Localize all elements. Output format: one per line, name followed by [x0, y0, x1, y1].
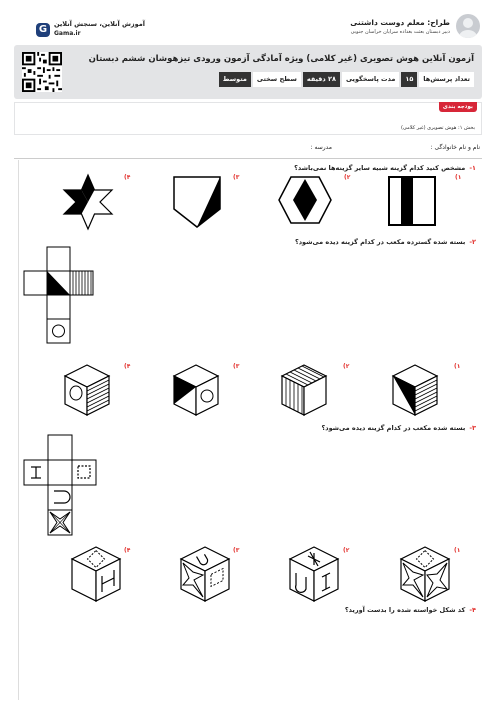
brand-slogan: آموزش آنلاین، سنجش آنلاین — [54, 20, 146, 28]
question-3-number: ۳- — [469, 424, 476, 432]
qr-code-icon[interactable] — [22, 52, 62, 92]
q3-option-1-cube[interactable] — [397, 545, 453, 605]
avatar — [456, 14, 480, 38]
budget-section — [14, 102, 482, 135]
q1-option-4-figure[interactable] — [60, 173, 116, 231]
header — [14, 10, 482, 44]
q1-option-3-figure[interactable] — [172, 175, 224, 229]
section-text: بخش ۱: هوش تصویری (غیر کلامی) — [400, 125, 475, 131]
q2-option-3-label[interactable]: ۳) — [233, 363, 240, 370]
divider — [14, 158, 482, 159]
q3-option-4-cube[interactable] — [68, 545, 124, 605]
q1-option-3-label[interactable]: ۳) — [233, 174, 240, 181]
exam-page — [14, 10, 482, 702]
question-1-text: مشخص کنید کدام گزینه شبیه سایر گزینه‌ها نمی‌باشد؟ — [294, 164, 466, 172]
q3-option-3-cube[interactable] — [177, 545, 233, 605]
exam-title: آزمون آنلاین هوش تصویری (غیر کلامی) ویژه آمادگی آزمون ورودی تیزهوشان ششم دبستان — [88, 54, 474, 64]
section-tag: بودجه بندی — [439, 102, 477, 112]
question-2-number: ۲- — [469, 238, 476, 246]
q3-option-4-label[interactable]: ۴) — [124, 547, 131, 554]
q2-option-2-label[interactable]: ۲) — [343, 363, 350, 370]
question-4-text: کد شکل خواسته شده را بدست آورید؟ — [344, 606, 466, 614]
exam-meta — [219, 72, 474, 87]
q2-option-3-cube[interactable] — [170, 363, 222, 419]
difficulty-value: متوسط — [219, 72, 251, 87]
question-2-text: بسته شده گسترده مکعب در کدام گزینه دیده می‌شود؟ — [294, 238, 466, 246]
q3-option-2-label[interactable]: ۲) — [343, 547, 350, 554]
question-3 — [321, 424, 476, 432]
q1-option-4-label[interactable]: ۴) — [124, 174, 131, 181]
gama-logo-icon: G — [36, 23, 50, 37]
duration-label: مدت پاسخگویی — [342, 72, 399, 87]
difficulty-label: سطح سختی — [253, 72, 301, 87]
question-1 — [294, 164, 476, 172]
question-2 — [295, 238, 476, 246]
q3-option-3-label[interactable]: ۳) — [233, 547, 240, 554]
q1-option-1-label[interactable]: ۱) — [455, 174, 462, 181]
question-4 — [345, 606, 476, 614]
designer-school: دبیر دبستان بعثت بغداده سرایان خراسان جنوبی — [350, 29, 450, 35]
q2-option-4-cube[interactable] — [61, 363, 113, 419]
question-4-number: ۴- — [469, 606, 476, 614]
designer-name: طراح: معلم دوست داشتنی — [350, 18, 450, 27]
q3-option-1-label[interactable]: ۱) — [454, 547, 461, 554]
name-field-label: نام و نام خانوادگی : — [430, 144, 480, 151]
duration-value: ۲۸ دقیقه — [303, 72, 340, 87]
site-name[interactable]: Gama.ir — [54, 30, 81, 37]
q1-option-2-label[interactable]: ۲) — [344, 174, 351, 181]
q1-option-1-figure[interactable] — [387, 175, 439, 231]
question-count-label: تعداد پرسش‌ها — [419, 72, 474, 87]
q3-option-2-cube[interactable] — [286, 545, 342, 605]
student-fields — [14, 144, 482, 158]
q3-cube-net-figure — [22, 433, 98, 537]
question-1-number: ۱- — [469, 164, 476, 172]
q1-option-2-figure[interactable] — [277, 175, 333, 227]
q2-option-2-cube[interactable] — [278, 363, 330, 419]
exam-banner — [14, 45, 482, 99]
school-field-label: مدرسه : — [310, 144, 332, 151]
question-3-text: بسته شده مکعب در کدام گزینه دیده می‌شود؟ — [321, 424, 466, 432]
q2-option-1-label[interactable]: ۱) — [454, 363, 461, 370]
q2-option-1-cube[interactable] — [389, 363, 441, 419]
q2-cube-net-figure — [22, 246, 94, 346]
q2-option-4-label[interactable]: ۴) — [124, 363, 131, 370]
left-margin-rule — [18, 160, 19, 700]
question-count-value: ۱۵ — [401, 72, 417, 87]
